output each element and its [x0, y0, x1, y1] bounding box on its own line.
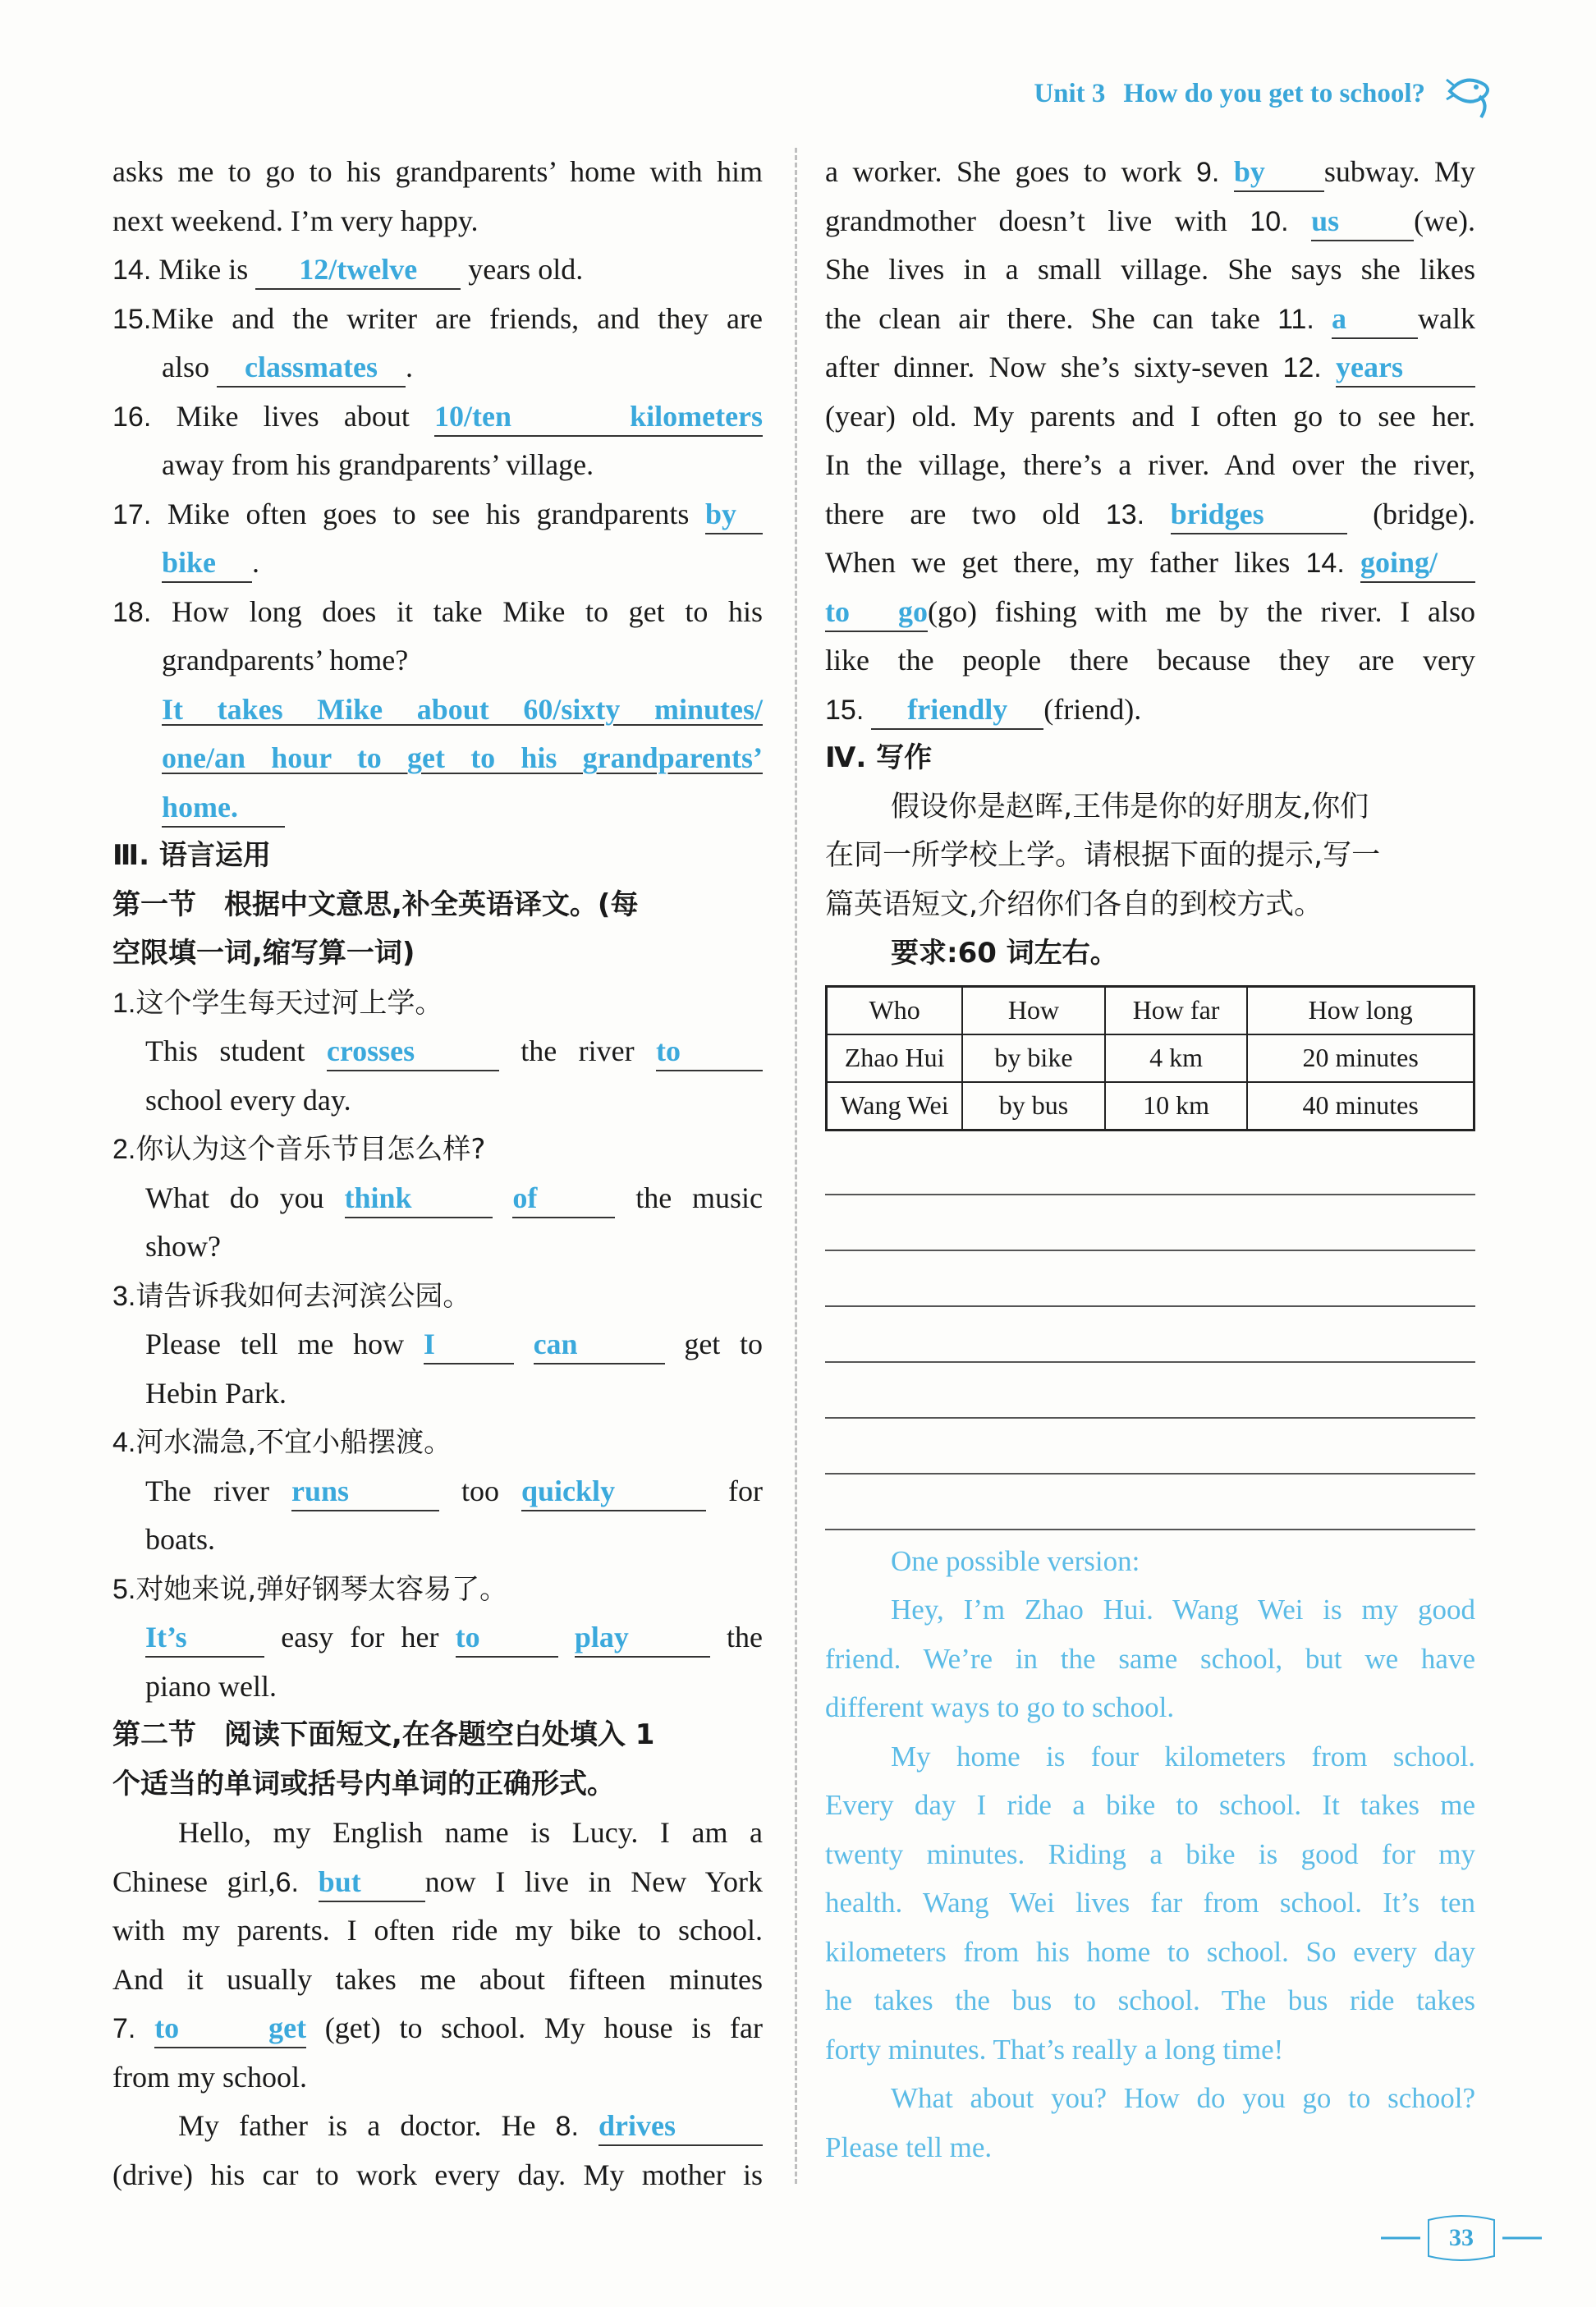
passage-text: grandmother doesn’t live with — [825, 204, 1227, 237]
passage-text: (get) to school. My house is far — [324, 2011, 763, 2044]
chinese-sentence: 对她来说,弹好钢琴太容易了。 — [135, 1572, 508, 1606]
answer-blank: to go — [825, 593, 928, 632]
passage-line — [825, 295, 1475, 344]
part-title: 空限填一词,缩写算一词) — [112, 937, 415, 970]
essay-line: What about you? How do you go to school? — [891, 2082, 1475, 2114]
passage-text: walk — [1418, 301, 1476, 335]
essay-line: kilometers from his home to school. So every day — [825, 1935, 1475, 1968]
passage-line — [112, 2004, 763, 2053]
writing-line — [825, 1307, 1475, 1363]
table-cell: Wang Wei — [827, 1082, 963, 1131]
writing-line — [825, 1363, 1475, 1419]
answer-blank: to — [456, 1618, 558, 1658]
question-number: 12. — [1282, 352, 1322, 383]
passage-line: (year) old. My parents and I often go to see her. — [825, 399, 1475, 433]
chinese-sentence: 你认为这个音乐节目怎么样? — [135, 1133, 486, 1166]
answer-blank: quickly — [521, 1472, 706, 1511]
answer-blank: drives — [598, 2107, 763, 2146]
sentence-text: Please tell me how — [145, 1328, 405, 1360]
question-number: 14. — [112, 255, 152, 286]
table-row — [827, 1082, 1474, 1131]
part-title: 个适当的单词或括号内单词的正确形式。 — [112, 1767, 615, 1800]
answer-blank: to get — [154, 2009, 306, 2048]
translation-5 — [112, 1565, 763, 1614]
answer-blank: years — [1336, 348, 1475, 388]
passage-line: with my parents. I often ride my bike to school. — [112, 1914, 763, 1947]
table-header: How long — [1247, 986, 1474, 1034]
translation-1 — [112, 979, 763, 1028]
question-number: 5. — [112, 1573, 136, 1605]
sentence-text: What do you — [145, 1181, 324, 1214]
answer-blank: but — [319, 1863, 425, 1902]
answer-blank: play — [575, 1618, 710, 1658]
passage-text: a worker. She goes to work — [825, 155, 1182, 188]
passage-line: from my school. — [112, 2060, 307, 2094]
question-number: 7. — [112, 2013, 136, 2044]
question-17-cont — [112, 539, 763, 588]
passage-line: In the village, there’s a river. And over the river, — [825, 448, 1475, 481]
answer-blank: bridges — [1171, 495, 1347, 534]
table-cell: 20 minutes — [1247, 1034, 1474, 1082]
page-number — [1379, 2213, 1543, 2263]
writing-prompt: 篇英语短文,介绍你们各自的到校方式。 — [825, 887, 1323, 921]
passage-line — [825, 197, 1475, 246]
unit-label: Unit 3 — [1034, 78, 1106, 108]
passage-line: She lives in a small village. She says she likes — [825, 253, 1475, 286]
essay-line: he takes the bus to school. The bus ride takes — [825, 1984, 1475, 2016]
question-number: 8. — [555, 2111, 579, 2142]
question-text: Mike and the writer are friends, and they are — [151, 301, 763, 335]
table-header: How — [962, 986, 1105, 1034]
writing-area — [825, 1140, 1475, 1530]
translation-4 — [112, 1418, 763, 1467]
question-number: 14. — [1305, 548, 1345, 579]
question-14 — [112, 245, 763, 295]
chinese-sentence: 河水湍急,不宜小船摆渡。 — [135, 1426, 452, 1459]
question-number: 10. — [1250, 205, 1289, 237]
unit-title: How do you get to school? — [1123, 78, 1425, 108]
passage-text: there are two old — [825, 497, 1080, 530]
table-cell: by bus — [962, 1082, 1105, 1131]
sentence-text: school every day. — [145, 1083, 351, 1117]
answer-line — [112, 686, 763, 735]
passage-line — [825, 539, 1475, 588]
writing-line — [825, 1195, 1475, 1251]
sentence-text: the — [727, 1621, 764, 1653]
sentence-text: The river — [145, 1474, 269, 1507]
writing-requirement: 要求:60 词左右。 — [891, 937, 1118, 970]
passage-text: Chinese girl, — [112, 1864, 276, 1898]
table-cell: 10 km — [1105, 1082, 1248, 1131]
translation-5-en — [112, 1613, 763, 1663]
answer-line — [112, 734, 763, 783]
answer-blank: us — [1311, 202, 1414, 241]
reading-text: next weekend. I’m very happy. — [112, 204, 479, 237]
sentence-text: show? — [145, 1230, 221, 1263]
column-divider — [795, 148, 797, 2184]
question-number: 13. — [1105, 498, 1145, 530]
question-text: Mike often goes to see his grandparents — [167, 497, 690, 530]
passage-text: now I live in New York — [424, 1864, 763, 1898]
passage-line: And it usually takes me about fifteen minutes — [112, 1962, 763, 1996]
translation-3-en — [112, 1320, 763, 1369]
passage-text: (friend). — [1043, 692, 1142, 726]
answer-text: It takes Mike about 60/sixty minutes/ — [162, 692, 763, 726]
section-title: Ⅳ. 写作 — [825, 741, 933, 774]
answer-blank: a — [1332, 300, 1418, 339]
section-title: Ⅲ. 语言运用 — [112, 839, 271, 872]
passage-line — [825, 343, 1475, 392]
passage-text: after dinner. Now she’s sixty-seven — [825, 351, 1269, 383]
question-16-cont: away from his grandparents’ village. — [162, 448, 594, 481]
essay-line: Please tell me. — [825, 2130, 993, 2163]
writing-line — [825, 1140, 1475, 1195]
passage-text: (bridge). — [1373, 497, 1476, 530]
passage-line: (drive) his car to work every day. My mother is — [112, 2158, 763, 2191]
passage-line — [825, 686, 1475, 735]
question-15-cont — [112, 343, 763, 392]
answer-line — [112, 783, 763, 832]
table-cell: 40 minutes — [1247, 1082, 1474, 1131]
answer-text: home. — [162, 788, 285, 828]
answer-blank: by — [1234, 153, 1324, 192]
table-row — [827, 1034, 1474, 1082]
passage-line — [825, 588, 1475, 637]
passage-line: like the people there because they are very — [825, 644, 1475, 677]
question-text: Mike lives about — [176, 399, 410, 433]
table-cell: Zhao Hui — [827, 1034, 963, 1082]
answer-blank: can — [534, 1325, 665, 1364]
question-number: 17. — [112, 498, 152, 530]
passage-text: subway. My — [1323, 155, 1476, 188]
essay-line: Every day I ride a bike to school. It takes me — [825, 1789, 1475, 1821]
left-column — [112, 148, 763, 2199]
question-number: 6. — [275, 1866, 299, 1898]
essay-line: different ways to go to school. — [825, 1691, 1175, 1723]
essay-line: My home is four kilometers from school. — [891, 1740, 1475, 1773]
sentence-text: Hebin Park. — [145, 1376, 287, 1410]
sentence-text: the river — [521, 1034, 635, 1067]
writing-line — [825, 1419, 1475, 1475]
question-text: . — [252, 546, 259, 579]
sentence-text: This student — [145, 1034, 305, 1067]
passage-line — [112, 1858, 763, 1907]
question-number: 1. — [112, 987, 136, 1019]
question-text: . — [406, 351, 413, 383]
question-number: 16. — [112, 401, 152, 433]
answer-blank: bike — [162, 543, 252, 583]
reading-text: asks me to go to his grandparents’ home with him — [112, 155, 763, 188]
question-15 — [112, 295, 763, 344]
table-cell: 4 km — [1105, 1034, 1248, 1082]
question-18-cont: grandparents’ home? — [162, 644, 409, 677]
passage-line — [112, 2102, 763, 2151]
page-header — [1034, 69, 1497, 118]
answer-blank: of — [512, 1179, 615, 1218]
question-number: 3. — [112, 1280, 136, 1312]
translation-1-en — [112, 1027, 763, 1076]
question-17 — [112, 490, 763, 539]
info-table — [825, 985, 1475, 1131]
table-cell: by bike — [962, 1034, 1105, 1082]
table-header-row — [827, 986, 1474, 1034]
right-column — [825, 148, 1475, 2172]
passage-text: (go) fishing with me by the river. I also — [928, 594, 1475, 628]
answer-blank: classmates — [217, 348, 406, 388]
chinese-sentence: 请告诉我如何去河滨公园。 — [135, 1279, 471, 1313]
passage-line — [825, 148, 1475, 197]
sentence-text: piano well. — [145, 1669, 277, 1703]
answer-blank: runs — [291, 1472, 439, 1511]
passage-text: (we). — [1414, 204, 1476, 237]
question-number: 15. — [825, 694, 864, 726]
question-18 — [112, 588, 763, 637]
answer-blank: to — [656, 1032, 763, 1071]
question-number: 11. — [1277, 303, 1314, 335]
page-number-text: 33 — [1449, 2224, 1474, 2251]
answer-blank: 10/ten kilometers — [434, 397, 763, 437]
part-title: 第二节 阅读下面短文,在各题空白处填入 1 — [112, 1718, 655, 1751]
passage-line — [825, 490, 1475, 539]
essay-line: friend. We’re in the same school, but we have — [825, 1642, 1475, 1675]
essay-label: One possible version: — [891, 1544, 1140, 1577]
table-header: Who — [827, 986, 963, 1034]
essay-line: health. Wang Wei lives far from school. It’s ten — [825, 1887, 1475, 1919]
question-number: 4. — [112, 1427, 136, 1458]
passage-text: When we get there, my father likes — [825, 546, 1291, 579]
sentence-text: get to — [684, 1328, 764, 1360]
sentence-text: too — [461, 1474, 499, 1507]
chinese-sentence: 这个学生每天过河上学。 — [135, 986, 443, 1020]
sentence-text: for — [728, 1474, 764, 1507]
answer-blank: friendly — [871, 690, 1043, 730]
question-text: years old. — [468, 253, 584, 286]
fish-icon — [1443, 67, 1497, 121]
essay-line: twenty minutes. Riding a bike is good for my — [825, 1837, 1475, 1870]
question-number: 18. — [112, 596, 152, 628]
writing-prompt: 假设你是赵晖,王伟是你的好朋友,你们 — [891, 790, 1369, 823]
translation-2 — [112, 1125, 763, 1174]
essay-line: forty minutes. That’s really a long time! — [825, 2033, 1284, 2066]
answer-blank: think — [345, 1179, 493, 1218]
answer-blank: 12/twelve — [255, 250, 461, 290]
translation-2-en — [112, 1174, 763, 1223]
question-16 — [112, 392, 763, 442]
passage-line: Hello, my English name is Lucy. I am a — [178, 1816, 763, 1849]
translation-3 — [112, 1272, 763, 1321]
writing-line — [825, 1251, 1475, 1307]
writing-line — [825, 1475, 1475, 1530]
part-title: 第一节 根据中文意思,补全英语译文。(每 — [112, 887, 639, 921]
question-number: 9. — [1195, 157, 1220, 188]
answer-blank: I — [424, 1325, 514, 1364]
answer-blank: by — [705, 495, 763, 534]
answer-blank: going/ — [1360, 543, 1475, 583]
sentence-text: boats. — [145, 1523, 215, 1556]
question-text: also — [162, 351, 209, 383]
passage-text: My father is a doctor. He — [178, 2109, 536, 2142]
question-text: Mike is — [158, 253, 249, 286]
sentence-text: the music — [635, 1181, 764, 1214]
question-text: How long does it take Mike to get to his — [171, 594, 764, 628]
question-number: 2. — [112, 1134, 136, 1165]
translation-4-en — [112, 1467, 763, 1516]
essay-line: Hey, I’m Zhao Hui. Wang Wei is my good — [891, 1594, 1475, 1626]
answer-blank: It’s — [145, 1618, 264, 1658]
sentence-text: easy for her — [281, 1621, 439, 1653]
passage-text: the clean air there. She can take — [825, 301, 1260, 335]
table-header: How far — [1105, 986, 1248, 1034]
answer-text: one/an hour to get to his grandparents’ — [162, 741, 763, 774]
answer-blank: crosses — [327, 1032, 499, 1071]
writing-prompt: 在同一所学校上学。请根据下面的提示,写一 — [825, 839, 1381, 872]
question-number: 15. — [112, 303, 152, 335]
